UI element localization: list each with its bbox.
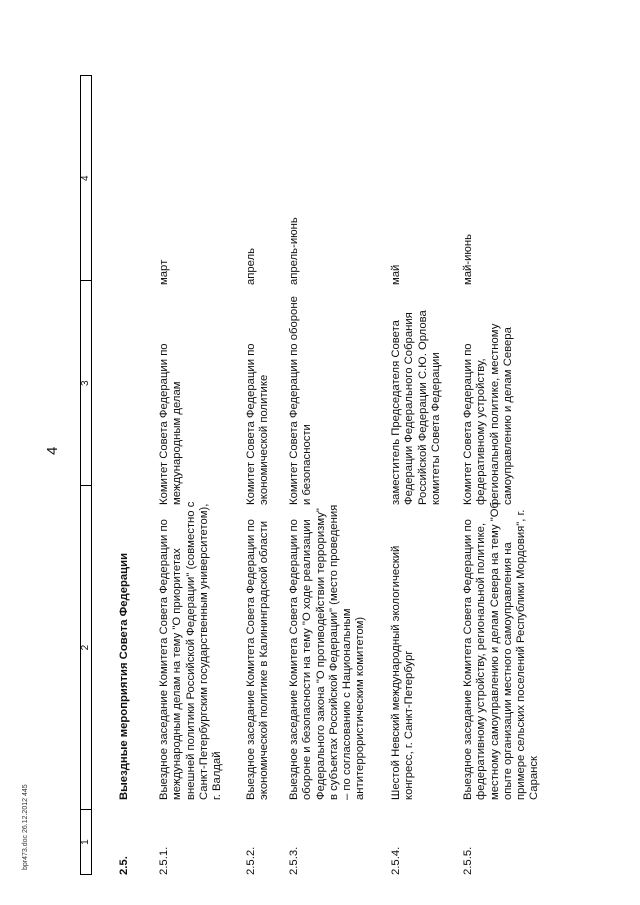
row-event: Шестой Невский международный экологический конгресс, г. Санкт-Петербург <box>390 545 416 800</box>
footer-stamp: bpr473.doc 26.12.2012 445 <box>22 784 29 870</box>
row-term: апрель-июнь <box>288 217 300 285</box>
col-header-2: 2 <box>81 485 91 809</box>
col-header-4: 4 <box>80 175 91 182</box>
row-organizer: Комитет Совета Федерации по международным делам <box>158 343 184 505</box>
row-organizer: Комитет Совета Федерации по обороне и безопасности <box>288 296 314 505</box>
row-number: 2.5.4. <box>390 846 402 875</box>
row-event: Выездное заседание Комитета Совета Федерации по экономической политике в Калининградской области <box>245 519 271 800</box>
row-event: Выездное заседание Комитета Совета Федерации по обороне и безопасности на тему "О ходе реализации Федерального закона "О противодействии терроризму" в субъектах Российской Федерации" (место проведения – по согласованию с Национальным антитеррористическим комитетом) <box>288 504 367 800</box>
col-header-1: 1 <box>81 809 91 874</box>
row-number: 2.5.1. <box>158 846 170 875</box>
section-number: 2.5. <box>118 856 130 875</box>
row-number: 2.5.2. <box>245 846 257 875</box>
col-header-3: 3 <box>81 280 91 484</box>
row-organizer: заместитель Председателя Совета Федерации Федерального Собрания Российской Федерации С.Ю. Орлова комитеты Совета Федерации <box>390 310 442 505</box>
row-event: Выездное заседание Комитета Совета Федерации по федеративному устройству, региональной политике, местному самоуправлению и делам Севера на тему "Об опыте организации местного самоуправления на примере сельских поселений Республики Мордовия", г. Саранск <box>462 501 541 800</box>
row-organizer: Комитет Совета Федерации по федеративному устройству, региональной политике, местному самоуправлению и делам Севера <box>462 323 514 505</box>
rotated-table <box>80 35 640 875</box>
row-term: апрель <box>245 247 257 285</box>
row-term: май-июнь <box>462 233 474 285</box>
row-organizer: Комитет Совета Федерации по экономической политике <box>245 343 271 505</box>
row-number: 2.5.5. <box>462 846 474 875</box>
row-number: 2.5.3. <box>288 846 300 875</box>
row-term: март <box>158 259 170 285</box>
column-header-row <box>80 75 92 875</box>
row-event: Выездное заседание Комитета Совета Федерации по международным делам на тему "О приоритетах внешней политики Российской Федерации" (совместно с Санкт-Петербургским государственным университетом), г. Валдай <box>158 501 224 800</box>
page-number: 4 <box>44 446 61 455</box>
row-term: май <box>390 264 402 285</box>
section-title: Выездные мероприятия Совета Федерации <box>118 552 130 800</box>
